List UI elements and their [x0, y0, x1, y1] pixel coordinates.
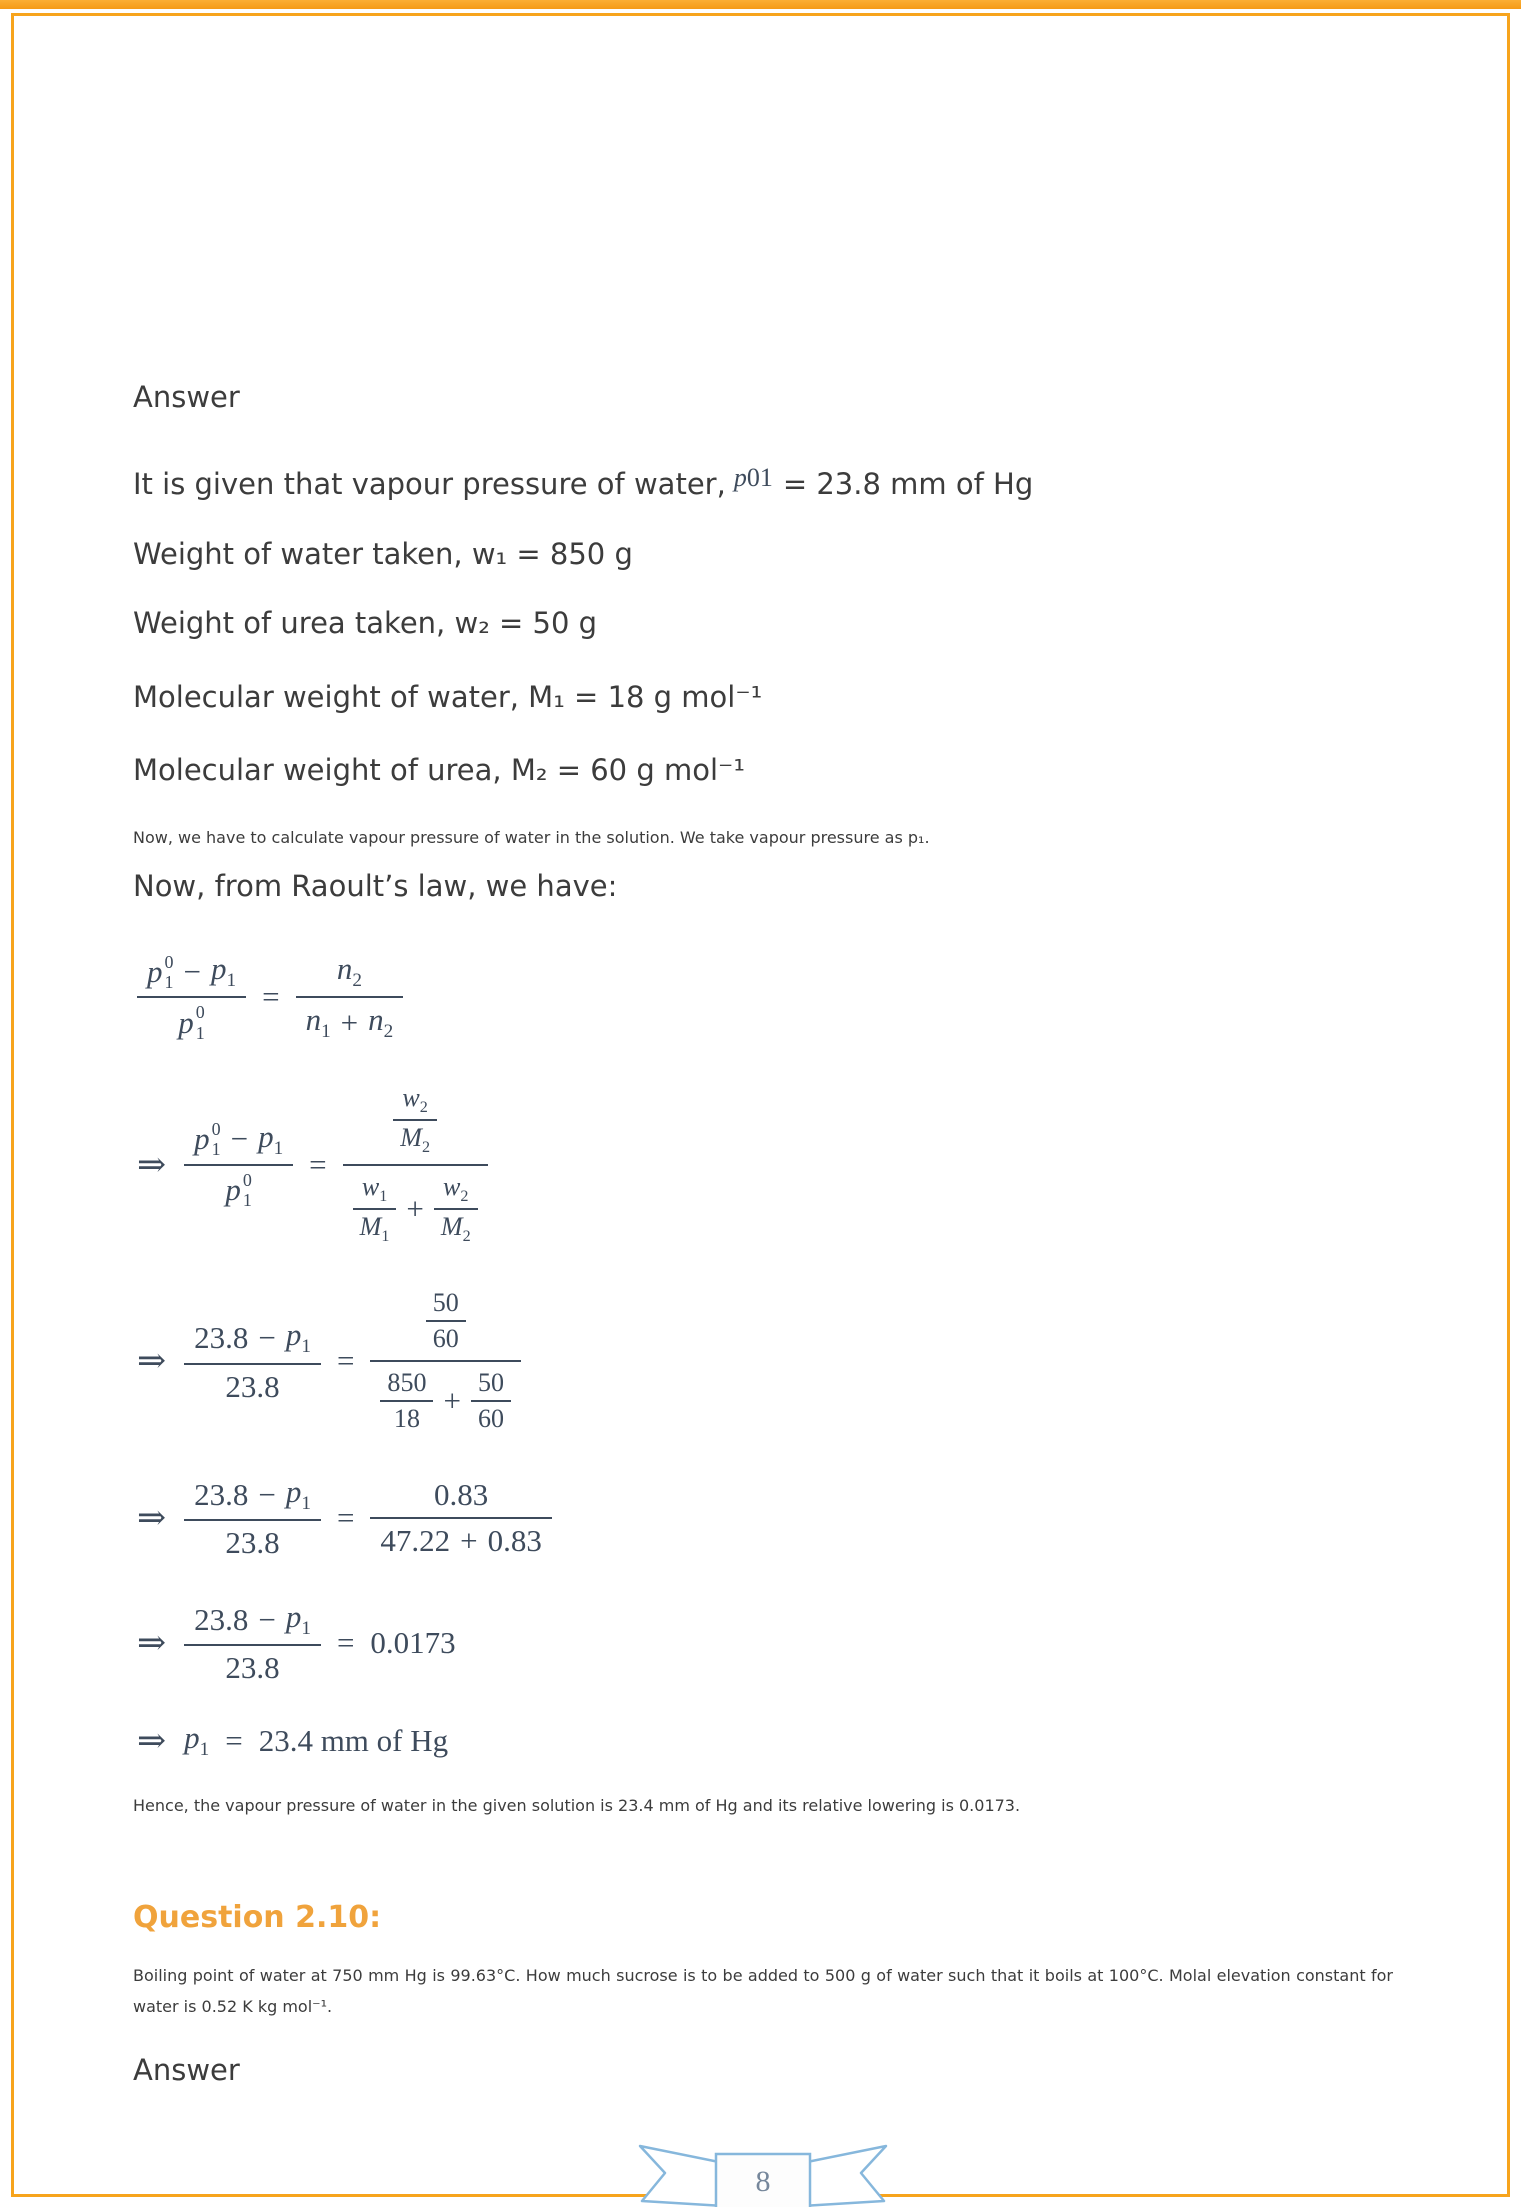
- w2-term: [443, 1172, 468, 1206]
- subscript-1: 1: [226, 970, 237, 992]
- superscript-0: 0: [746, 463, 760, 492]
- var-p: p: [194, 1121, 210, 1157]
- n2-term: [368, 1002, 393, 1043]
- fraction-denominator: [471, 1402, 511, 1436]
- answer-label-2: Answer: [133, 2052, 240, 2087]
- fraction-denominator: [370, 1362, 521, 1440]
- question-text: Boiling point of water at 750 mm Hg is 99.63°C. How much sucrose is to be added to 500 g of water such that it boils at 100°C. Molal elevation constant for water is 0.52 K kg mol⁻¹.: [133, 1966, 1393, 2016]
- fraction-numerator: [296, 947, 404, 998]
- subscript-2: 2: [421, 1139, 431, 1157]
- p0-1-term: [194, 1119, 220, 1159]
- subscript-1: 1: [242, 1190, 252, 1211]
- equals-sign: =: [336, 1624, 355, 1660]
- value-23-8: 23.8: [225, 1525, 280, 1561]
- sup-sub-stack: [747, 458, 773, 497]
- w1-term: [362, 1172, 387, 1206]
- value-47-22: 47.22: [380, 1522, 451, 1558]
- fraction-denominator: [184, 1646, 321, 1690]
- plus-sign: +: [443, 1382, 461, 1418]
- value-18: 18: [393, 1403, 420, 1433]
- lhs-fraction: [184, 1470, 321, 1565]
- M2-term: [400, 1123, 430, 1157]
- value-23-8: 23.8: [225, 1368, 280, 1404]
- fraction-denominator: [343, 1166, 488, 1252]
- subscript-1: 1: [195, 1022, 205, 1043]
- value-0-83: 0.83: [487, 1522, 542, 1558]
- var-n: n: [305, 1001, 322, 1037]
- w2-M2-fraction: [393, 1081, 437, 1159]
- var-w: w: [361, 1171, 380, 1201]
- value-50: 50: [432, 1287, 459, 1317]
- fraction-denominator: [184, 1166, 293, 1214]
- value-23-8: 23.8: [194, 1601, 249, 1637]
- superscript-0: 0: [164, 951, 174, 972]
- minus-sign: −: [258, 1319, 276, 1355]
- superscript-0: 0: [211, 1119, 221, 1140]
- value-23-8: 23.8: [194, 1476, 249, 1512]
- rhs-fraction: [370, 1473, 551, 1563]
- var-w: w: [402, 1083, 420, 1113]
- conclusion-paragraph: Hence, the vapour pressure of water in the given solution is 23.4 mm of Hg and its relative lowering is 0.0173.: [133, 1796, 1021, 1816]
- subscript-2: 2: [419, 1099, 428, 1117]
- p1-term: [184, 1720, 209, 1761]
- var-p: p: [285, 1473, 302, 1509]
- minus-sign: −: [258, 1476, 276, 1512]
- lhs-fraction: [184, 1115, 293, 1214]
- superscript-0: 0: [195, 1002, 205, 1023]
- fraction-numerator: [393, 1081, 437, 1121]
- lhs-fraction: [184, 1313, 321, 1408]
- given-suffix: = 23.8 mm of Hg: [782, 467, 1034, 501]
- calculate-paragraph: Now, we have to calculate vapour pressure of water in the solution. We take vapour pressure as p₁.: [133, 827, 930, 847]
- var-p: p: [225, 1172, 241, 1208]
- subscript-1: 1: [321, 1021, 331, 1043]
- fraction-numerator: [471, 1366, 511, 1402]
- value-60: 60: [432, 1323, 459, 1353]
- page-content: [133, 380, 1393, 2207]
- equals-sign: =: [336, 1342, 355, 1378]
- p0-1-term: [225, 1170, 251, 1210]
- page-number: 8: [755, 2164, 771, 2198]
- var-p: p: [210, 951, 227, 987]
- value-23-8: 23.8: [225, 1650, 280, 1686]
- var-M: M: [400, 1123, 422, 1153]
- weight-urea-line: Weight of urea taken, w₂ = 50 g: [133, 606, 598, 640]
- fraction-numerator: [426, 1286, 466, 1322]
- 50-60-fraction: [426, 1286, 466, 1356]
- minus-sign: −: [183, 953, 201, 989]
- 850-18-fraction: [380, 1366, 433, 1436]
- var-p: p: [147, 953, 163, 989]
- rhs-fraction: [370, 1282, 521, 1440]
- minus-sign: −: [230, 1121, 249, 1157]
- equation-mole-fraction: [137, 1077, 1393, 1252]
- fraction-denominator: [393, 1121, 437, 1159]
- rhs-fraction: [296, 947, 404, 1047]
- subscript-1: 1: [301, 1493, 311, 1515]
- equation-simplified: [137, 1470, 1393, 1565]
- n1-term: [306, 1002, 331, 1043]
- fraction-denominator: [370, 1519, 551, 1563]
- fraction-denominator: [184, 1521, 321, 1565]
- given-prefix: It is given that vapour pressure of water,: [133, 467, 726, 501]
- subscript-1: 1: [381, 1227, 390, 1245]
- fraction-numerator: [370, 1473, 551, 1519]
- subscript-1: 1: [164, 971, 174, 992]
- p1-term: [211, 951, 236, 992]
- fraction-numerator: [184, 1115, 293, 1166]
- rhs-fraction: [343, 1077, 488, 1252]
- subscript-1: 1: [301, 1336, 311, 1358]
- value-850: 850: [387, 1367, 427, 1397]
- fraction-numerator: [380, 1366, 433, 1402]
- question-heading: Question 2.10:: [133, 1900, 382, 1936]
- fraction-numerator: [184, 1595, 321, 1646]
- subscript-1: 1: [199, 1739, 210, 1761]
- subscript-2: 2: [352, 969, 362, 991]
- w2-M2-fraction: [434, 1170, 478, 1248]
- equals-sign: =: [262, 978, 280, 1014]
- fraction-denominator: [296, 998, 404, 1047]
- var-n: n: [368, 1001, 384, 1037]
- implies-arrow: ⇒: [137, 1144, 167, 1184]
- answer-label: Answer: [133, 380, 240, 414]
- top-accent-bar: [0, 0, 1521, 9]
- fraction-denominator: [380, 1402, 433, 1436]
- sup-sub-stack: [212, 1119, 221, 1159]
- fraction-denominator: [434, 1210, 478, 1248]
- equation-ratio-result: [137, 1595, 1393, 1690]
- M1-term: [360, 1212, 390, 1246]
- equation-substituted-values: [137, 1282, 1393, 1440]
- subscript-1: 1: [273, 1137, 284, 1159]
- superscript-0: 0: [242, 1169, 252, 1190]
- final-result-value: 23.4 mm of Hg: [258, 1722, 449, 1758]
- fraction-denominator: [184, 1365, 321, 1409]
- page-number-ribbon: [608, 2139, 918, 2207]
- value-60: 60: [477, 1403, 504, 1433]
- plus-sign: +: [340, 1004, 359, 1040]
- var-p: p: [178, 1004, 194, 1040]
- sup-sub-stack: [243, 1170, 252, 1210]
- minus-sign: −: [258, 1601, 276, 1637]
- implies-arrow: ⇒: [137, 1340, 167, 1380]
- implies-arrow: ⇒: [137, 1497, 167, 1537]
- w2-term: [402, 1083, 427, 1117]
- fraction-denominator: [426, 1322, 466, 1356]
- subscript-1: 1: [759, 463, 773, 492]
- value-0-0173: 0.0173: [370, 1624, 456, 1660]
- var-M: M: [440, 1211, 463, 1241]
- p0-1-term: [178, 1002, 204, 1042]
- p1-term: [286, 1599, 311, 1640]
- subscript-1: 1: [379, 1187, 388, 1205]
- p1-term: [286, 1474, 311, 1515]
- fraction-numerator: [370, 1282, 521, 1362]
- equals-sign: =: [336, 1499, 355, 1535]
- lhs-fraction: [137, 947, 246, 1046]
- fraction-numerator: [353, 1170, 397, 1210]
- subscript-2: 2: [460, 1187, 469, 1205]
- equation-final-pressure: [137, 1720, 1393, 1761]
- implies-arrow: ⇒: [137, 1622, 167, 1662]
- fraction-numerator: [434, 1170, 478, 1210]
- mol-weight-water-line: Molecular weight of water, M₁ = 18 g mol⁻¹: [133, 679, 763, 714]
- sup-sub-stack: [196, 1002, 205, 1042]
- lhs-fraction: [184, 1595, 321, 1690]
- equals-sign: =: [225, 1722, 243, 1758]
- value-23-8: 23.8: [194, 1319, 249, 1355]
- plus-sign: +: [406, 1190, 424, 1226]
- p0-1-inline-formula: [734, 458, 773, 497]
- fraction-denominator: [353, 1210, 397, 1248]
- equals-sign: =: [309, 1146, 327, 1182]
- var-p: p: [285, 1317, 302, 1353]
- given-statement: [133, 458, 1393, 507]
- value-50: 50: [477, 1367, 504, 1397]
- subscript-2: 2: [383, 1021, 394, 1043]
- weight-water-line: Weight of water taken, w₁ = 850 g: [133, 536, 633, 571]
- w1-M1-fraction: [353, 1170, 397, 1248]
- n2-term: [337, 951, 362, 992]
- fraction-numerator: [343, 1077, 488, 1165]
- subscript-2: 2: [462, 1227, 471, 1245]
- 50-60-fraction: [471, 1366, 511, 1436]
- var-w: w: [443, 1171, 461, 1201]
- fraction-numerator: [184, 1313, 321, 1364]
- p0-1-term: [147, 952, 173, 992]
- var-n: n: [336, 950, 353, 986]
- fraction-numerator: [137, 947, 246, 998]
- raoult-law-line: Now, from Raoult’s law, we have:: [133, 869, 618, 904]
- fraction-numerator: [184, 1470, 321, 1521]
- implies-arrow: ⇒: [137, 1720, 167, 1760]
- p1-term: [258, 1119, 283, 1160]
- sup-sub-stack: [165, 952, 174, 992]
- var-M: M: [359, 1211, 382, 1241]
- subscript-1: 1: [211, 1139, 221, 1160]
- p1-term: [286, 1317, 311, 1358]
- var-p: p: [285, 1599, 302, 1635]
- equation-raoult-general: [137, 947, 1393, 1047]
- value-0-83: 0.83: [434, 1476, 489, 1512]
- plus-sign: +: [460, 1522, 478, 1558]
- M2-term: [441, 1212, 471, 1246]
- var-p: p: [184, 1720, 200, 1756]
- fraction-denominator: [137, 998, 246, 1046]
- subscript-1: 1: [301, 1618, 311, 1640]
- var-p: p: [733, 463, 747, 492]
- mol-weight-urea-line: Molecular weight of urea, M₂ = 60 g mol⁻¹: [133, 753, 745, 787]
- var-p: p: [258, 1118, 274, 1154]
